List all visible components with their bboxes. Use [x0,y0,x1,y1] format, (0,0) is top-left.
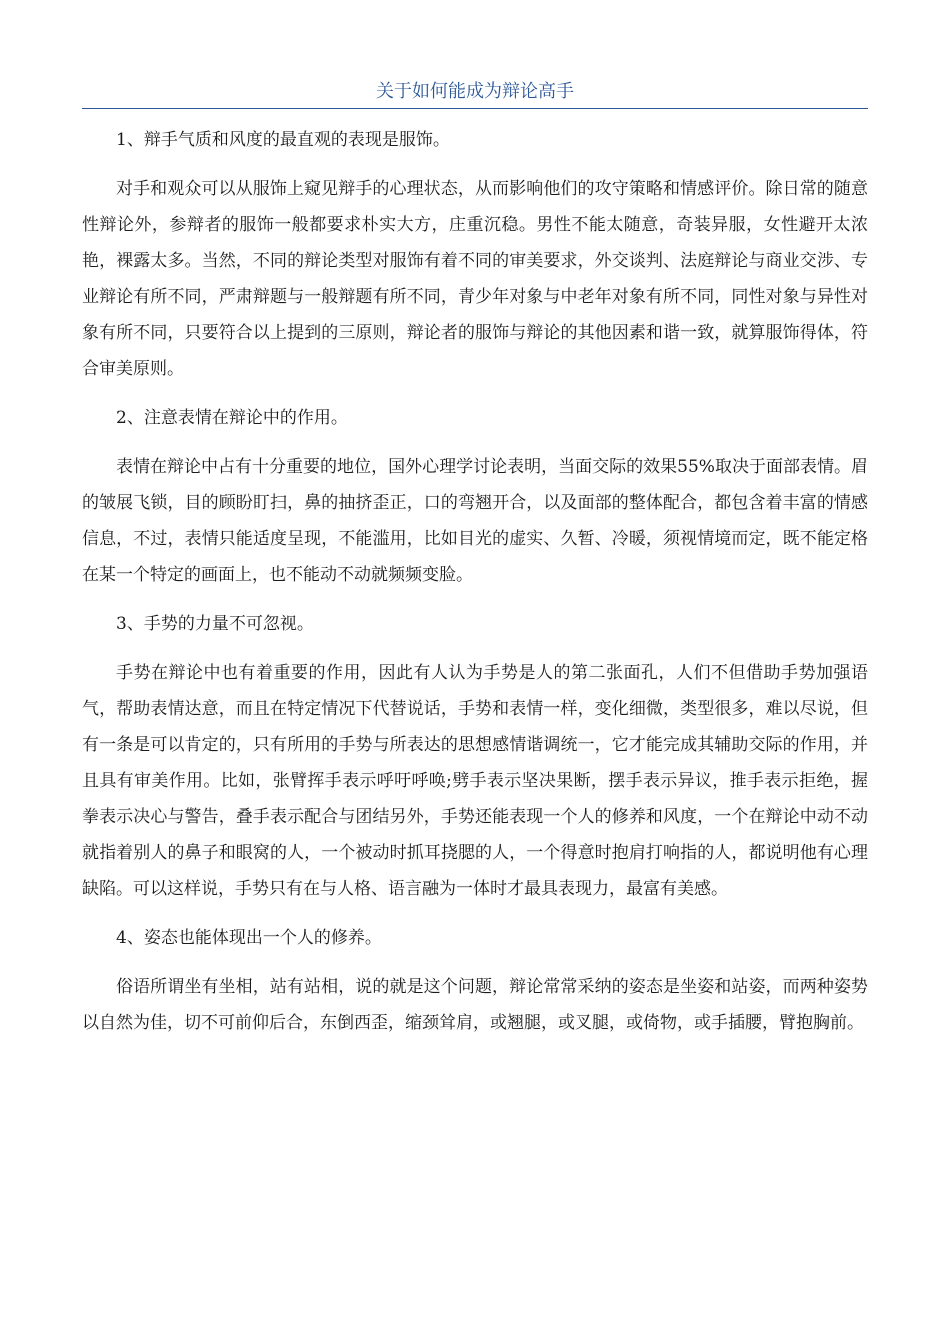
document-title: 关于如何能成为辩论高手 [376,81,574,102]
paragraph-expression: 表情在辩论中占有十分重要的地位，国外心理学讨论表明，当面交际的效果55%取决于面部表情。眉的皱展飞锁，目的顾盼盯扫，鼻的抽挤歪正，口的弯翘开合，以及面部的整体配合，都包含着丰富的情感信息，不过，表情只能适度呈现，不能滥用，比如目光的虚实、久暂、冷暖，须视情境而定，既不能定格在某一个特定的画面上，也不能动不动就频频变脸。 [82,457,868,585]
paragraph-gesture: 手势在辩论中也有着重要的作用，因此有人认为手势是人的第二张面孔，人们不但借助手势加强语气，帮助表情达意，而且在特定情况下代替说话，手势和表情一样，变化细微，类型很多，难以尽说，但有一条是可以肯定的，只有所用的手势与所表达的思想感情谐调统一，它才能完成其辅助交际的作用，并且具有审美作用。比如，张臂挥手表示呼吁呼唤;劈手表示坚决果断，摆手表示异议，推手表示拒绝，握拳表示决心与警告，叠手表示配合与团结另外，手势还能表现一个人的修养和风度，一个在辩论中动不动就指着别人的鼻子和眼窝的人，一个被动时抓耳挠腮的人，一个得意时抱肩打响指的人，都说明他有心理缺陷。可以这样说，手势只有在与人格、语言融为一体时才最具表现力，最富有美感。 [82,663,868,899]
title-underline [82,108,868,109]
paragraph-attire: 对手和观众可以从服饰上窥见辩手的心理状态，从而影响他们的攻守策略和情感评价。除日常的随意性辩论外，参辩者的服饰一般都要求朴实大方，庄重沉稳。男性不能太随意，奇装异服，女性避开太浓艳，裸露太多。当然，不同的辩论类型对服饰有着不同的审美要求，外交谈判、法庭辩论与商业交涉、专业辩论有所不同，严肃辩题与一般辩题有所不同，青少年对象与中老年对象有所不同，同性对象与异性对象有所不同，只要符合以上提到的三原则，辩论者的服饰与辩论的其他因素和谐一致，就算服饰得体，符合审美原则。 [82,179,868,379]
section-heading-2: 2、注意表情在辩论中的作用。 [116,408,348,428]
paragraph-posture: 俗语所谓坐有坐相，站有站相，说的就是这个问题，辩论常常采纳的姿态是坐姿和站姿，而两种姿势以自然为佳，切不可前仰后合，东倒西歪，缩颈耸肩，或翘腿，或叉腿，或倚物，或手插腰，臂抱胸前。 [82,977,868,1033]
section-heading-4: 4、姿态也能体现出一个人的修养。 [116,928,382,948]
section-heading-1: 1、辩手气质和风度的最直观的表现是服饰。 [116,130,450,150]
section-heading-3: 3、手势的力量不可忽视。 [116,614,314,634]
document-body [82,122,868,1054]
